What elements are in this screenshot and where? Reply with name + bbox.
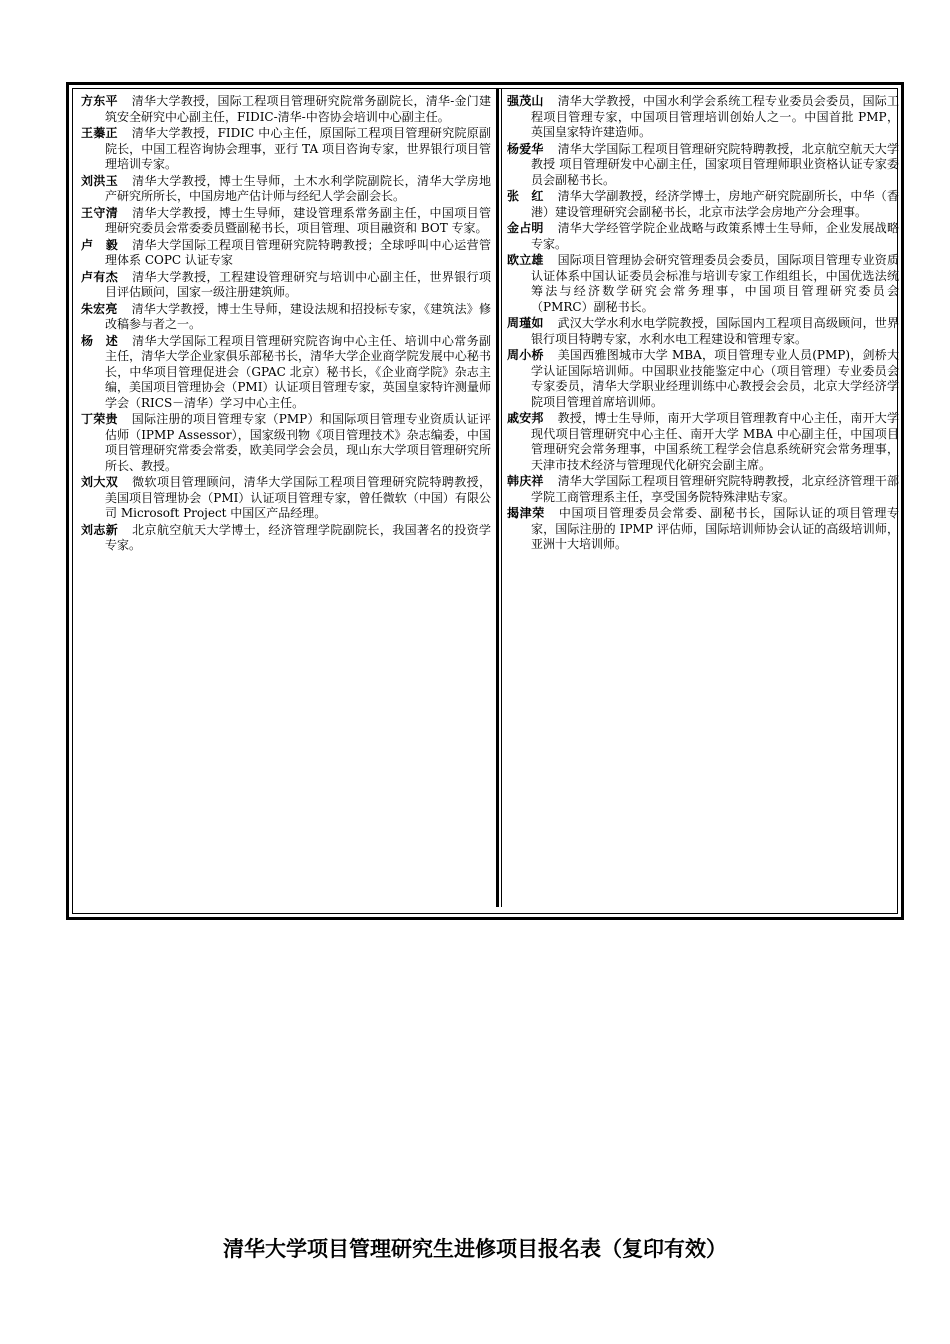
faculty-name: 卢有杰: [81, 269, 119, 284]
faculty-entry: [507, 474, 899, 505]
faculty-bio: 清华大学教授，博士生导师，建设管理系常务副主任，中国项目管理研究委员会常委委员暨副秘书长，项目管理、项目融资和 BOT 专家。: [105, 205, 491, 235]
faculty-bio: 清华大学教授，FIDIC 中心主任，原国际工程项目管理研究院原副院长，中国工程咨询协会理事，亚行 TA 项目咨询专家，世界银行项目管理培训专家。: [105, 126, 491, 171]
faculty-entry: [507, 506, 899, 553]
faculty-entry: [81, 174, 491, 205]
faculty-name: 强茂山: [507, 94, 544, 108]
faculty-box: [66, 82, 904, 920]
faculty-bio: 清华大学国际工程项目管理研究院特聘教授，北京航空航天大学教授 项目管理研发中心副主任，国家项目管理师职业资格认证专家委员会副秘书长。: [531, 141, 899, 187]
column-divider: [496, 89, 499, 907]
faculty-name: 刘志新: [81, 522, 119, 537]
faculty-entry: [507, 189, 899, 220]
faculty-name: 卢 毅: [81, 237, 119, 252]
faculty-entry: [507, 142, 899, 189]
faculty-entry: [81, 270, 491, 301]
faculty-name: 张 红: [507, 189, 544, 203]
faculty-entry: [507, 411, 899, 473]
faculty-bio: 北京航空航天大学博士，经济管理学院副院长，我国著名的投资学专家。: [105, 522, 491, 552]
faculty-name: 周小桥: [507, 348, 544, 362]
faculty-name: 朱宏亮: [81, 301, 118, 316]
faculty-name: 王守清: [81, 205, 119, 220]
faculty-entry: [81, 206, 491, 237]
faculty-bio: 微软项目管理顾问，清华大学国际工程项目管理研究院特聘教授，美国项目管理协会（PMI）认证项目管理专家，曾任微软（中国）有限公司 Microsoft Project 中国区产品经理。: [105, 475, 491, 520]
faculty-entry: [507, 221, 899, 252]
faculty-entry: [81, 302, 491, 333]
faculty-name: 周瑾如: [507, 316, 544, 330]
right-column: [507, 94, 899, 554]
faculty-bio: 美国西雅图城市大学 MBA，项目管理专业人员(PMP)，剑桥大学认证国际培训师。中国职业技能鉴定中心（项目管理）专业委员会专家委员，清华大学职业经理训练中心教授会会员，北京大学经济学院项目管理首席培训师。: [531, 348, 899, 409]
faculty-entry: [81, 475, 491, 522]
faculty-bio: 清华大学经管学院企业战略与政策系博士生导师，企业发展战略专家。: [531, 221, 899, 251]
faculty-name: 戚安邦: [507, 411, 544, 425]
faculty-bio: 中国项目管理委员会常委、副秘书长，国际认证的项目管理专家，国际注册的 IPMP 评估师，国际培训师协会认证的高级培训师，亚洲十大培训师。: [531, 506, 899, 551]
faculty-entry: [507, 316, 899, 347]
faculty-bio: 清华大学教授，工程建设管理研究与培训中心副主任，世界银行项目评估顾问，国家一级注册建筑师。: [105, 269, 491, 299]
faculty-name: 欧立雄: [507, 253, 544, 267]
faculty-entry: [81, 94, 491, 125]
faculty-bio: 清华大学教授，国际工程项目管理研究院常务副院长，清华-金门建筑安全研究中心副主任，FIDIC-清华-中咨协会培训中心副主任。: [105, 94, 491, 124]
left-column: [81, 94, 491, 555]
faculty-name: 杨 述: [81, 333, 119, 348]
faculty-box-inner: [72, 88, 898, 914]
faculty-name: 揭津荣: [507, 506, 545, 520]
faculty-name: 杨爱华: [507, 141, 544, 156]
faculty-bio: 清华大学国际工程项目管理研究院咨询中心主任、培训中心常务副主任，清华大学企业家俱乐部秘书长，清华大学企业商学院发展中心秘书长，中华项目管理促进会（GPAC 北京）秘书长，《企业商学院》杂志主编，美国项目管理协会（PMI）认证项目管理专家，英国皇家特许测量师学会（RICS－清华）学习中心主任。: [105, 333, 491, 410]
column-divider-thin: [501, 89, 502, 907]
faculty-bio: 国际项目管理协会研究管理委员会委员，国际项目管理专业资质认证体系中国认证委员会标准与培训专家工作组组长，中国优选法统筹法与经济数学研究会常务理事，中国项目管理研究委员会（PMRC）副秘书长。: [531, 253, 899, 314]
faculty-name: 韩庆祥: [507, 474, 544, 488]
faculty-name: 金占明: [507, 221, 544, 235]
faculty-bio: 教授，博士生导师，南开大学项目管理教育中心主任，南开大学现代项目管理研究中心主任、南开大学 MBA 中心副主任，中国项目管理研究会常务理事，中国系统工程学会信息系统研究会常务理事，天津市技术经济与管理现代化研究会副主席。: [531, 411, 899, 472]
faculty-bio: 国际注册的项目管理专家（PMP）和国际项目管理专业资质认证评估师（IPMP Assessor），国家级刊物《项目管理技术》杂志编委，中国项目管理研究常委会常委，欧美同学会会员，现山东大学项目管理研究所所长、教授。: [105, 412, 491, 473]
faculty-entry: [81, 412, 491, 474]
form-title: 清华大学项目管理研究生进修项目报名表（复印有效）: [223, 1237, 727, 1261]
faculty-entry: [81, 523, 491, 554]
faculty-entry: [81, 126, 491, 173]
faculty-entry: [81, 334, 491, 412]
faculty-name: 刘大双: [81, 475, 119, 489]
faculty-entry: [507, 94, 899, 141]
faculty-bio: 清华大学教授，博士生导师，土木水利学院副院长，清华大学房地产研究所所长，中国房地产估计师与经纪人学会副会长。: [105, 173, 491, 203]
faculty-name: 丁荣贵: [81, 412, 118, 426]
faculty-name: 王蓁正: [81, 126, 118, 140]
faculty-name: 方东平: [81, 94, 118, 108]
faculty-bio: 清华大学副教授，经济学博士，房地产研究院副所长，中华（香港）建设管理研究会副秘书长，北京市法学会房地产分会理事。: [531, 189, 899, 219]
faculty-bio: 武汉大学水利水电学院教授，国际国内工程项目高级顾问，世界银行项目特聘专家，水利水电工程建设和管理专家。: [531, 316, 899, 346]
faculty-entry: [507, 348, 899, 410]
faculty-name: 刘洪玉: [81, 173, 119, 188]
faculty-entry: [81, 238, 491, 269]
faculty-bio: 清华大学国际工程项目管理研究院特聘教授；全球呼叫中心运营管理体系 COPC 认证专家: [105, 237, 491, 267]
faculty-bio: 清华大学国际工程项目管理研究院特聘教授，北京经济管理干部学院工商管理系主任，享受国务院特殊津贴专家。: [531, 474, 899, 504]
faculty-bio: 清华大学教授，博士生导师，建设法规和招投标专家，《建筑法》修改稿参与者之一。: [105, 301, 491, 331]
faculty-bio: 清华大学教授，中国水利学会系统工程专业委员会委员，国际工程项目管理专家，中国项目管理培训创始人之一。中国首批 PMP，英国皇家特许建造师。: [531, 94, 899, 139]
faculty-entry: [507, 253, 899, 315]
